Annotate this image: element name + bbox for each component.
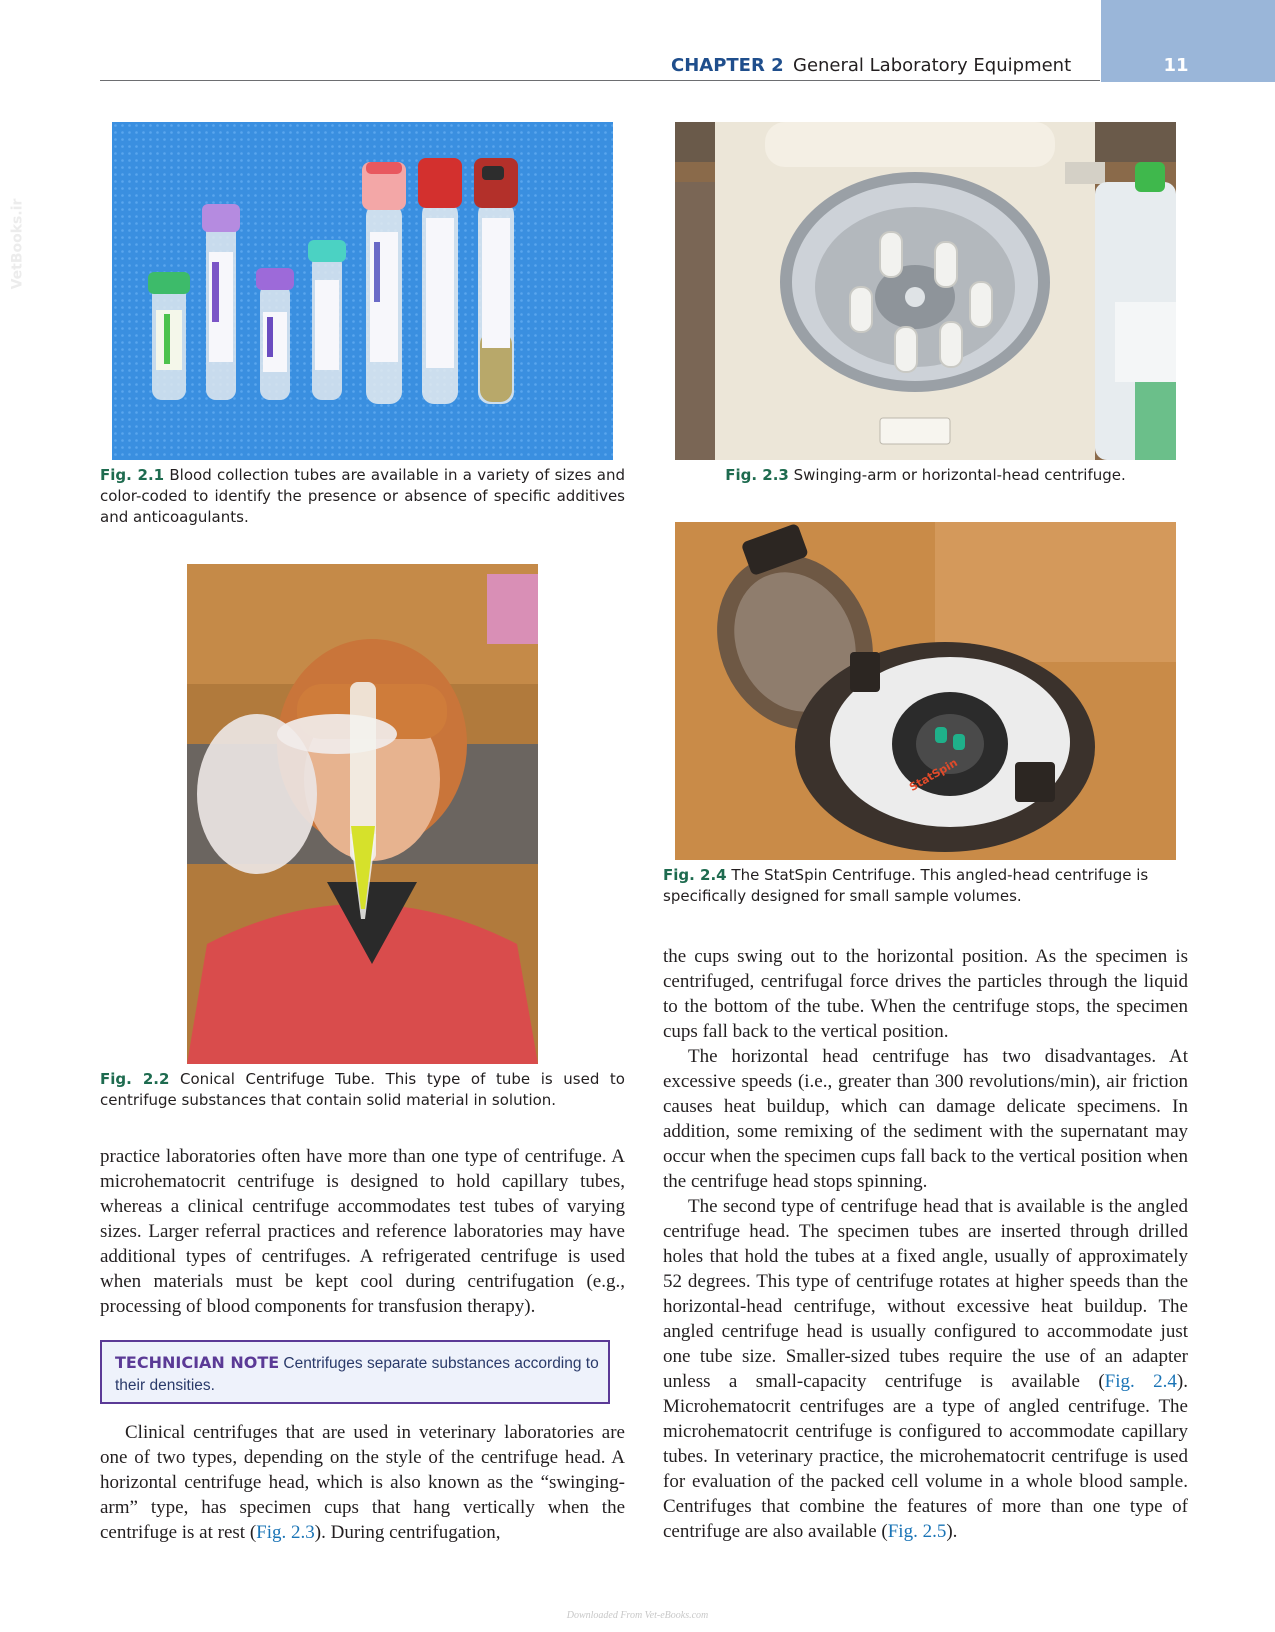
paragraph-text: ). Microhematocrit centrifuges are a type of angled centrifuge. The microhematocrit centrifuge is configured to accommodate capillary tubes. In veterinary practice, the microhematocrit centrifuge is used for evaluation of the packed cell volume in a whole blood sample. Centrifuges that combine the features of more than one type of centrifuge are also available ( <box>663 1371 1188 1542</box>
caption-text: The StatSpin Centrifuge. This angled-head centrifuge is specifically designed for small sample volumes. <box>663 866 1149 905</box>
paragraph-text: ). During centrifugation, <box>314 1522 501 1543</box>
fig-2-4-photo <box>675 522 1176 860</box>
fig-2-1-photo <box>112 122 613 460</box>
right-paragraph-2: The horizontal head centrifuge has two disadvantages. At excessive speeds (i.e., greater than 300 revolutions/min), air friction causes heat buildup, which can damage delicate specimens. In addition, some remixing of the sediment with the supernatant may occur when the specimen cups fall back to the vertical position when the centrifuge head stops spinning. <box>663 1046 1188 1192</box>
fig-2-2-photo <box>187 564 538 1064</box>
statspin-brand-text: StatSpin <box>907 756 960 794</box>
fig-label: Fig. 2.4 <box>663 866 727 884</box>
chapter-title: General Laboratory Equipment <box>793 55 1072 76</box>
right-paragraph-3 <box>663 1194 1188 1544</box>
caption-text: Swinging-arm or horizontal-head centrifuge. <box>793 466 1126 484</box>
fig-label: Fig. 2.2 <box>100 1070 170 1088</box>
side-watermark: VetBooks.ir <box>9 198 26 290</box>
paragraph-text: ). <box>946 1521 958 1542</box>
fig-2-3-photo <box>675 122 1176 460</box>
right-paragraph-1: the cups swing out to the horizontal position. As the specimen is centrifuged, centrifugal force drives the particles through the liquid to the bottom of the tube. When the centrifuge stops, the specimen cups fall back to the vertical position. <box>663 946 1188 1042</box>
footer-watermark: Downloaded From Vet-eBooks.com <box>566 1610 709 1621</box>
fig-label: Fig. 2.3 <box>725 466 789 484</box>
technician-note-box <box>100 1340 610 1404</box>
chapter-label: CHAPTER 2 <box>671 55 784 76</box>
paragraph-text: The second type of centrifuge head that is available is the angled centrifuge head. The specimen tubes are inserted through drilled holes that hold the tubes at a fixed angle, usually of approximately 52 degrees. This type of centrifuge rotates at higher speeds than the horizontal-head centrifuge, without excessive heat buildup. The angled centrifuge head is usually configured to accommodate just one tube size. Smaller-sized tubes require the use of an adapter unless a small-capacity centrifuge is available ( <box>663 1196 1188 1392</box>
fig-2-4-caption <box>663 865 1191 907</box>
technician-note-text: Centrifuges separate substances according to their densities. <box>115 1355 599 1394</box>
technician-note-label: TECHNICIAN NOTE <box>115 1353 280 1372</box>
left-paragraph-1: practice laboratories often have more than one type of centrifuge. A microhematocrit centrifuge is designed to hold capillary tubes, whereas a clinical centrifuge accommodates test tubes of varying sizes. Larger referral practices and reference laboratories may have additional types of centrifuges. A refrigerated centrifuge is used when materials must be kept cool during centrifugation (e.g., processing of blood components for transfusion therapy). <box>100 1146 625 1317</box>
fig-2-2-caption <box>100 1069 625 1111</box>
fig-2-1-caption <box>100 465 625 528</box>
fig-label: Fig. 2.1 <box>100 466 165 484</box>
header-rule <box>100 80 1100 81</box>
fig-2-4-link[interactable]: Fig. 2.4 <box>1104 1371 1177 1392</box>
paragraph-text: Clinical centrifuges that are used in veterinary laboratories are one of two types, depending on the style of the centrifuge head. A horizontal centrifuge head, which is also known as the “swinging-arm” type, has specimen cups that hang vertically when the centrifuge is at rest ( <box>100 1422 625 1543</box>
page-number: 11 <box>1163 55 1189 76</box>
fig-2-5-link[interactable]: Fig. 2.5 <box>887 1521 947 1542</box>
left-paragraph-2 <box>100 1420 625 1545</box>
fig-2-3-caption <box>675 465 1176 486</box>
caption-text: Conical Centrifuge Tube. This type of tube is used to centrifuge substances that contain solid material in solution. <box>100 1070 625 1109</box>
caption-text: Blood collection tubes are available in a variety of sizes and color-coded to identify the presence or absence of specific additives and anticoagulants. <box>100 466 625 526</box>
fig-2-3-link[interactable]: Fig. 2.3 <box>256 1522 315 1543</box>
